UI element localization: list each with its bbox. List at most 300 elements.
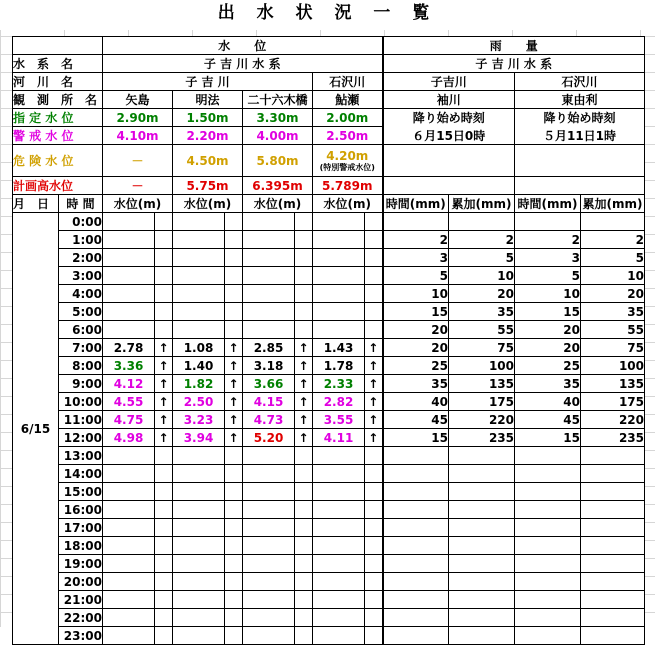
- trend-arrow-icon: [295, 249, 313, 267]
- rain-cum-higashiyuri: 75: [581, 339, 645, 357]
- rain-time-sodekawa: 20: [383, 339, 449, 357]
- level-value: [103, 231, 155, 249]
- rain-cum-higashiyuri: 20: [581, 285, 645, 303]
- trend-arrow-icon: [295, 213, 313, 231]
- table-row: [13, 249, 645, 267]
- trend-arrow-icon: ↑: [365, 411, 383, 429]
- level-value: [173, 321, 225, 339]
- rain-cum-higashiyuri: 35: [581, 303, 645, 321]
- level-value: 2.33: [313, 375, 365, 393]
- rain-time-higashiyuri: [515, 501, 581, 519]
- level-value: 4.73: [243, 411, 295, 429]
- rain-time-sodekawa: 45: [383, 411, 449, 429]
- kiken-myoho: 4.50m: [173, 145, 243, 177]
- level-value: 1.82: [173, 375, 225, 393]
- rain-time-higashiyuri: [515, 483, 581, 501]
- trend-arrow-icon: ↑: [365, 375, 383, 393]
- rain-time-sodekawa: [383, 465, 449, 483]
- level-value: [173, 267, 225, 285]
- trend-arrow-icon: [365, 483, 383, 501]
- table-row: [13, 375, 645, 393]
- trend-arrow-icon: [365, 555, 383, 573]
- trend-arrow-icon: [365, 573, 383, 591]
- trend-arrow-icon: [365, 447, 383, 465]
- trend-arrow-icon: [155, 231, 173, 249]
- trend-arrow-icon: [225, 591, 243, 609]
- trend-arrow-icon: [365, 303, 383, 321]
- trend-arrow-icon: [225, 483, 243, 501]
- trend-arrow-icon: ↑: [155, 339, 173, 357]
- keikaku-ayuse: 5.789m: [313, 177, 383, 195]
- rain-cum-sodekawa: [449, 573, 515, 591]
- col-time-sodekawa: 時間(mm): [383, 195, 449, 213]
- keikaku-myoho: 5.75m: [173, 177, 243, 195]
- trend-arrow-icon: [155, 267, 173, 285]
- level-value: [173, 519, 225, 537]
- trend-arrow-icon: [225, 231, 243, 249]
- level-value: [243, 231, 295, 249]
- rain-cum-higashiyuri: 5: [581, 249, 645, 267]
- station-yashima: 矢島: [103, 91, 173, 109]
- rain-cum-higashiyuri: [581, 483, 645, 501]
- label-keikaku: 計画高水位: [13, 177, 103, 195]
- hour-cell: 12:00: [59, 429, 103, 447]
- header-row-keikai: [13, 127, 645, 145]
- trend-arrow-icon: [155, 501, 173, 519]
- rain-time-sodekawa: 20: [383, 321, 449, 339]
- trend-arrow-icon: [295, 591, 313, 609]
- hour-cell: 10:00: [59, 393, 103, 411]
- water-level-header: 水 位: [103, 37, 383, 55]
- rain-time-sodekawa: [383, 627, 449, 645]
- rain-time-sodekawa: [383, 447, 449, 465]
- label-kiken: 危 険 水 位: [13, 145, 103, 177]
- level-value: [313, 465, 365, 483]
- trend-arrow-icon: [155, 573, 173, 591]
- level-value: 4.98: [103, 429, 155, 447]
- level-value: [173, 465, 225, 483]
- level-value: [313, 627, 365, 645]
- level-value: [103, 501, 155, 519]
- trend-arrow-icon: ↑: [295, 429, 313, 447]
- trend-arrow-icon: ↑: [155, 411, 173, 429]
- trend-arrow-icon: [365, 465, 383, 483]
- trend-arrow-icon: [365, 537, 383, 555]
- station-myoho: 明法: [173, 91, 243, 109]
- hour-cell: 22:00: [59, 609, 103, 627]
- level-value: [313, 267, 365, 285]
- level-value: [103, 591, 155, 609]
- rain-empty-4: [515, 177, 645, 195]
- trend-arrow-icon: [295, 501, 313, 519]
- suikei-wl: 子 吉 川 水 系: [103, 55, 383, 73]
- hour-cell: 8:00: [59, 357, 103, 375]
- level-value: 3.55: [313, 411, 365, 429]
- level-value: [243, 627, 295, 645]
- level-value: [313, 609, 365, 627]
- hour-cell: 15:00: [59, 483, 103, 501]
- rain-time-higashiyuri: 15: [515, 429, 581, 447]
- level-value: [173, 537, 225, 555]
- level-value: 2.78: [103, 339, 155, 357]
- table-row: [13, 555, 645, 573]
- trend-arrow-icon: [295, 537, 313, 555]
- rain-time-higashiyuri: [515, 465, 581, 483]
- rain-time-higashiyuri: 20: [515, 339, 581, 357]
- rain-start-label-sodekawa: 降り始め時刻: [383, 109, 515, 127]
- hour-cell: 1:00: [59, 231, 103, 249]
- hour-cell: 16:00: [59, 501, 103, 519]
- rain-station-sodekawa: 袖川: [383, 91, 515, 109]
- level-value: [243, 501, 295, 519]
- rain-time-higashiyuri: 45: [515, 411, 581, 429]
- hour-cell: 20:00: [59, 573, 103, 591]
- rain-time-higashiyuri: 2: [515, 231, 581, 249]
- level-value: [173, 447, 225, 465]
- station-todoroki: 二十六木橋: [243, 91, 313, 109]
- trend-arrow-icon: [365, 501, 383, 519]
- level-value: [313, 231, 365, 249]
- level-value: [103, 483, 155, 501]
- trend-arrow-icon: ↑: [155, 375, 173, 393]
- level-value: [103, 537, 155, 555]
- trend-arrow-icon: [225, 627, 243, 645]
- rain-time-higashiyuri: [515, 213, 581, 231]
- level-value: 2.85: [243, 339, 295, 357]
- rain-cum-higashiyuri: [581, 213, 645, 231]
- rain-cum-sodekawa: [449, 591, 515, 609]
- level-value: [103, 627, 155, 645]
- level-value: [173, 627, 225, 645]
- trend-arrow-icon: [295, 573, 313, 591]
- header-row-suikei: [13, 55, 645, 73]
- rain-time-sodekawa: [383, 213, 449, 231]
- trend-arrow-icon: [225, 609, 243, 627]
- level-value: [103, 321, 155, 339]
- hour-cell: 5:00: [59, 303, 103, 321]
- trend-arrow-icon: ↑: [225, 393, 243, 411]
- rain-cum-sodekawa: [449, 447, 515, 465]
- rain-time-higashiyuri: 3: [515, 249, 581, 267]
- level-value: 1.78: [313, 357, 365, 375]
- trend-arrow-icon: ↑: [365, 393, 383, 411]
- trend-arrow-icon: ↑: [225, 429, 243, 447]
- level-value: 4.11: [313, 429, 365, 447]
- level-value: [243, 591, 295, 609]
- flood-status-table: [12, 36, 645, 645]
- level-value: 3.36: [103, 357, 155, 375]
- level-value: [103, 267, 155, 285]
- hour-cell: 0:00: [59, 213, 103, 231]
- table-row: [13, 303, 645, 321]
- col-wl-yashima: 水位(m): [103, 195, 173, 213]
- level-value: 4.75: [103, 411, 155, 429]
- level-value: 3.94: [173, 429, 225, 447]
- corner-cell: [13, 37, 103, 55]
- date-cell: 6/15: [13, 213, 59, 645]
- rain-time-sodekawa: [383, 555, 449, 573]
- trend-arrow-icon: ↑: [225, 357, 243, 375]
- level-value: [173, 609, 225, 627]
- rain-time-higashiyuri: 5: [515, 267, 581, 285]
- station-ayuse: 鮎瀬: [313, 91, 383, 109]
- rain-empty-2: [515, 145, 645, 177]
- hour-cell: 4:00: [59, 285, 103, 303]
- rain-cum-sodekawa: 75: [449, 339, 515, 357]
- table-row: [13, 411, 645, 429]
- trend-arrow-icon: [365, 213, 383, 231]
- level-value: [103, 609, 155, 627]
- level-value: [103, 249, 155, 267]
- hour-cell: 11:00: [59, 411, 103, 429]
- rain-cum-higashiyuri: [581, 537, 645, 555]
- level-value: 1.08: [173, 339, 225, 357]
- table-row: [13, 357, 645, 375]
- level-value: [243, 465, 295, 483]
- trend-arrow-icon: [295, 231, 313, 249]
- trend-arrow-icon: [365, 285, 383, 303]
- trend-arrow-icon: [295, 555, 313, 573]
- header-row-1: [13, 37, 645, 55]
- level-value: 2.82: [313, 393, 365, 411]
- rain-cum-sodekawa: 2: [449, 231, 515, 249]
- trend-arrow-icon: [295, 609, 313, 627]
- col-cum-higashiyuri: 累加(mm): [581, 195, 645, 213]
- level-value: [173, 591, 225, 609]
- level-value: [243, 267, 295, 285]
- rain-time-sodekawa: 15: [383, 429, 449, 447]
- keikai-ayuse: 2.50m: [313, 127, 383, 145]
- rain-cum-sodekawa: [449, 465, 515, 483]
- rain-empty-3: [383, 177, 515, 195]
- table-row: [13, 447, 645, 465]
- rain-cum-sodekawa: 135: [449, 375, 515, 393]
- kasen-wl-ishizawa: 石沢川: [313, 73, 383, 91]
- kiken-todoroki: 5.80m: [243, 145, 313, 177]
- rain-cum-higashiyuri: 10: [581, 267, 645, 285]
- rain-time-sodekawa: [383, 591, 449, 609]
- rain-cum-higashiyuri: 235: [581, 429, 645, 447]
- rain-time-higashiyuri: [515, 573, 581, 591]
- trend-arrow-icon: [155, 519, 173, 537]
- rain-cum-higashiyuri: [581, 447, 645, 465]
- rain-cum-sodekawa: 220: [449, 411, 515, 429]
- trend-arrow-icon: ↑: [365, 357, 383, 375]
- header-row-kansoku: [13, 91, 645, 109]
- level-value: [313, 303, 365, 321]
- level-value: [173, 249, 225, 267]
- table-row: [13, 231, 645, 249]
- label-shitei: 指 定 水 位: [13, 109, 103, 127]
- rain-time-sodekawa: 10: [383, 285, 449, 303]
- trend-arrow-icon: [365, 609, 383, 627]
- table-row: [13, 627, 645, 645]
- rain-time-higashiyuri: [515, 537, 581, 555]
- table-row: [13, 429, 645, 447]
- shitei-yashima: 2.90m: [103, 109, 173, 127]
- hour-cell: 6:00: [59, 321, 103, 339]
- trend-arrow-icon: [295, 285, 313, 303]
- trend-arrow-icon: ↑: [295, 339, 313, 357]
- level-value: [313, 483, 365, 501]
- level-value: [103, 465, 155, 483]
- rain-time-higashiyuri: [515, 519, 581, 537]
- level-value: [173, 285, 225, 303]
- rain-time-higashiyuri: [515, 447, 581, 465]
- rain-cum-sodekawa: 235: [449, 429, 515, 447]
- table-row: [13, 519, 645, 537]
- trend-arrow-icon: [225, 501, 243, 519]
- rain-cum-sodekawa: [449, 627, 515, 645]
- table-row: [13, 573, 645, 591]
- label-keikai: 警 戒 水 位: [13, 127, 103, 145]
- rain-time-sodekawa: 35: [383, 375, 449, 393]
- kiken-yashima: －: [103, 145, 173, 177]
- level-value: 3.66: [243, 375, 295, 393]
- header-row-shitei: [13, 109, 645, 127]
- trend-arrow-icon: [295, 321, 313, 339]
- trend-arrow-icon: [225, 249, 243, 267]
- label-kasen: 河 川 名: [13, 73, 103, 91]
- level-value: [103, 519, 155, 537]
- rain-cum-higashiyuri: 135: [581, 375, 645, 393]
- suikei-rain: 子 吉 川 水 系: [383, 55, 645, 73]
- rain-cum-sodekawa: 5: [449, 249, 515, 267]
- rain-time-sodekawa: 15: [383, 303, 449, 321]
- table-row: [13, 591, 645, 609]
- trend-arrow-icon: [295, 303, 313, 321]
- rain-time-higashiyuri: 15: [515, 303, 581, 321]
- kasen-wl-main: 子 吉 川: [103, 73, 313, 91]
- level-value: [173, 501, 225, 519]
- trend-arrow-icon: ↑: [225, 375, 243, 393]
- rain-start-sodekawa: ６月15日0時: [383, 127, 515, 145]
- level-value: [243, 285, 295, 303]
- level-value: [243, 321, 295, 339]
- shitei-todoroki: 3.30m: [243, 109, 313, 127]
- level-value: [103, 447, 155, 465]
- hour-cell: 9:00: [59, 375, 103, 393]
- level-value: [243, 213, 295, 231]
- hour-cell: 19:00: [59, 555, 103, 573]
- table-row: [13, 339, 645, 357]
- rain-cum-higashiyuri: [581, 627, 645, 645]
- kiken-ayuse-value: 4.20m: [326, 149, 369, 163]
- level-value: [103, 303, 155, 321]
- trend-arrow-icon: [295, 267, 313, 285]
- rain-time-sodekawa: 2: [383, 231, 449, 249]
- rain-cum-higashiyuri: 55: [581, 321, 645, 339]
- hour-cell: 14:00: [59, 465, 103, 483]
- label-jikan: 時 間: [59, 195, 103, 213]
- rain-start-higashiyuri: ５月11日1時: [515, 127, 645, 145]
- rain-cum-sodekawa: 175: [449, 393, 515, 411]
- level-value: [313, 537, 365, 555]
- level-value: [103, 285, 155, 303]
- keikai-myoho: 2.20m: [173, 127, 243, 145]
- trend-arrow-icon: [155, 321, 173, 339]
- trend-arrow-icon: [295, 447, 313, 465]
- trend-arrow-icon: [155, 627, 173, 645]
- table-row: [13, 393, 645, 411]
- trend-arrow-icon: [295, 465, 313, 483]
- hour-cell: 21:00: [59, 591, 103, 609]
- rain-cum-higashiyuri: [581, 609, 645, 627]
- trend-arrow-icon: [225, 303, 243, 321]
- level-value: [243, 555, 295, 573]
- rain-cum-sodekawa: 35: [449, 303, 515, 321]
- trend-arrow-icon: [155, 465, 173, 483]
- trend-arrow-icon: [155, 303, 173, 321]
- table-row: [13, 465, 645, 483]
- hour-cell: 18:00: [59, 537, 103, 555]
- trend-arrow-icon: [295, 519, 313, 537]
- trend-arrow-icon: [155, 591, 173, 609]
- kiken-note: (特別警戒水位): [319, 163, 375, 172]
- page-title: 出 水 状 況 一 覧: [0, 0, 655, 30]
- rain-time-higashiyuri: [515, 609, 581, 627]
- level-value: [313, 447, 365, 465]
- hour-cell: 3:00: [59, 267, 103, 285]
- trend-arrow-icon: [365, 267, 383, 285]
- trend-arrow-icon: [225, 555, 243, 573]
- trend-arrow-icon: ↑: [295, 375, 313, 393]
- trend-arrow-icon: [225, 285, 243, 303]
- keikai-yashima: 4.10m: [103, 127, 173, 145]
- keikai-todoroki: 4.00m: [243, 127, 313, 145]
- level-value: 3.18: [243, 357, 295, 375]
- rain-cum-higashiyuri: [581, 573, 645, 591]
- col-wl-todoroki: 水位(m): [243, 195, 313, 213]
- level-value: [313, 285, 365, 303]
- level-value: [173, 555, 225, 573]
- rain-time-sodekawa: 3: [383, 249, 449, 267]
- rain-time-sodekawa: [383, 483, 449, 501]
- level-value: 2.50: [173, 393, 225, 411]
- level-value: [173, 231, 225, 249]
- table-row: [13, 285, 645, 303]
- table-row: [13, 213, 645, 231]
- rainfall-header: 雨 量: [383, 37, 645, 55]
- hour-cell: 7:00: [59, 339, 103, 357]
- rain-cum-sodekawa: [449, 555, 515, 573]
- keikaku-todoroki: 6.395m: [243, 177, 313, 195]
- trend-arrow-icon: [155, 483, 173, 501]
- trend-arrow-icon: [225, 465, 243, 483]
- trend-arrow-icon: [225, 519, 243, 537]
- label-kansoku: 観 測 所 名: [13, 91, 103, 109]
- hour-cell: 2:00: [59, 249, 103, 267]
- trend-arrow-icon: [225, 213, 243, 231]
- trend-arrow-icon: ↑: [225, 339, 243, 357]
- rain-time-higashiyuri: 25: [515, 357, 581, 375]
- trend-arrow-icon: ↑: [295, 411, 313, 429]
- table-row: [13, 609, 645, 627]
- hour-cell: 17:00: [59, 519, 103, 537]
- trend-arrow-icon: [365, 627, 383, 645]
- kasen-rain-ishizawa: 石沢川: [515, 73, 645, 91]
- level-value: [313, 213, 365, 231]
- rain-time-sodekawa: 5: [383, 267, 449, 285]
- label-tsukihi: 月 日: [13, 195, 59, 213]
- rain-cum-higashiyuri: [581, 591, 645, 609]
- rain-cum-sodekawa: [449, 501, 515, 519]
- level-value: 1.40: [173, 357, 225, 375]
- level-value: [313, 501, 365, 519]
- kasen-rain-nikayoshi: 子吉川: [383, 73, 515, 91]
- trend-arrow-icon: [365, 249, 383, 267]
- rain-time-sodekawa: [383, 573, 449, 591]
